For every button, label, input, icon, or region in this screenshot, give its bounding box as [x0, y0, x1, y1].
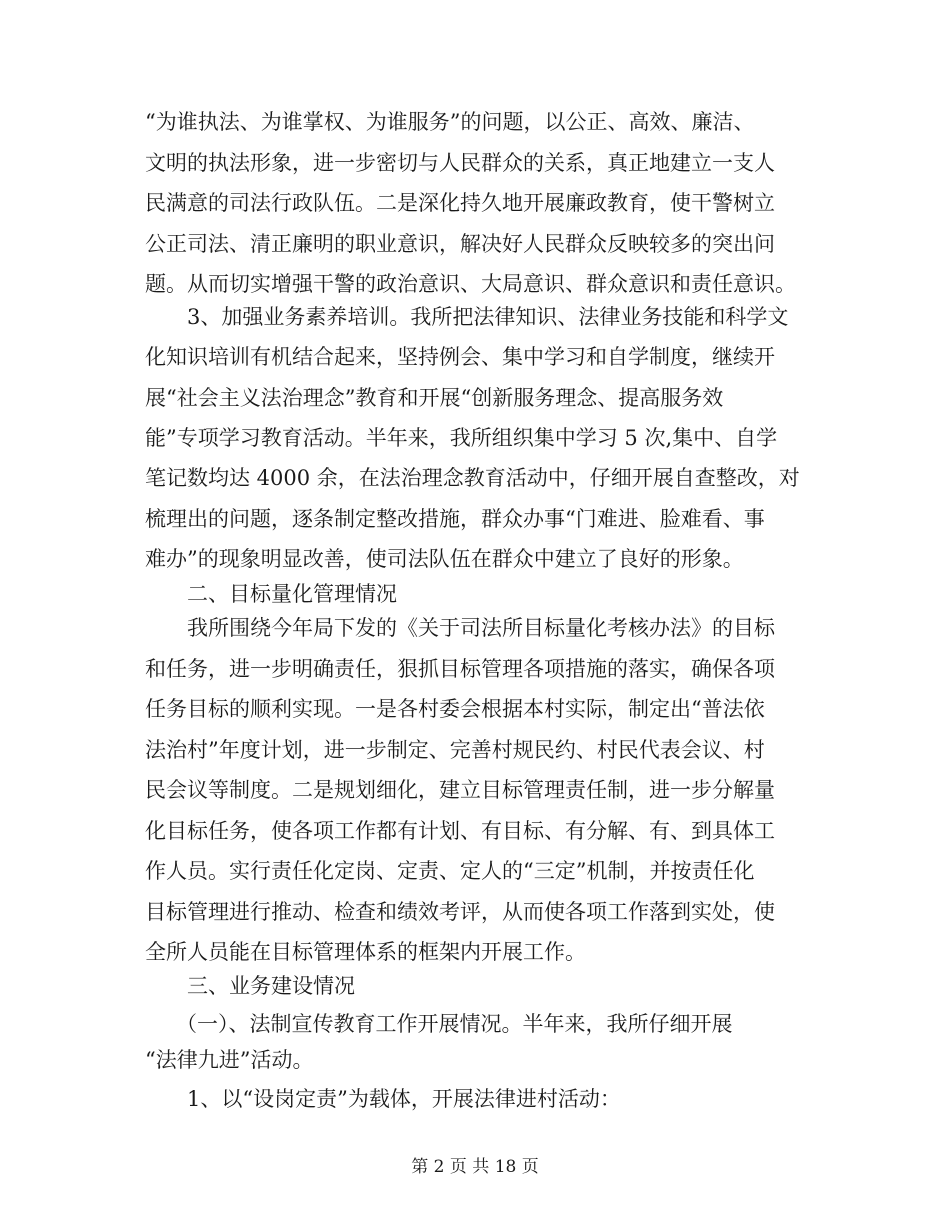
text-line: （一）、法制宣传教育工作开展情况。半年来，我所仔细开展: [176, 1012, 733, 1036]
text-line: 我所围绕今年局下发的《关于司法所目标量化考核办法》的目标: [187, 616, 775, 640]
text-line: 展“社会主义法治理念”教育和开展“创新服务理念、提高服务效: [145, 386, 724, 410]
text-line: 和任务，进一步明确责任，狠抓目标管理各项措施的落实，确保各项: [145, 657, 775, 681]
text-line: 目标管理进行推动、检查和绩效考评，从而使各项工作落到实处，使: [145, 900, 775, 924]
text-line: 笔记数均达 4000 余，在法治理念教育活动中，仔细开展自查整改，对: [145, 466, 800, 490]
text-line: 3、加强业务素养培训。我所把法律知识、法律业务技能和科学文: [187, 305, 789, 329]
text-line: “法律九进”活动。: [145, 1048, 314, 1072]
text-line: 任务目标的顺利实现。一是各村委会根据本村实际，制定出“普法依: [145, 697, 765, 721]
text-line: 作人员。实行责任化定岗、定责、定人的“三定”机制，并按责任化: [145, 859, 755, 883]
text-line: “为谁执法、为谁掌权、为谁服务”的问题，以公正、高效、廉洁、: [145, 110, 755, 134]
text-line: 题。从而切实增强干警的政治意识、大局意识、群众意识和责任意识。: [145, 272, 796, 296]
text-line: 难办”的现象明显改善，使司法队伍在群众中建立了良好的形象。: [145, 547, 744, 571]
text-line: 1、以“设岗定责”为载体，开展法律进村活动：: [187, 1087, 621, 1111]
text-line: 民满意的司法行政队伍。二是深化持久地开展廉政教育，使干警树立: [145, 191, 775, 215]
section-heading: 二、目标量化管理情况: [187, 582, 397, 606]
text-line: 化目标任务，使各项工作都有计划、有目标、有分解、有、到具体工: [145, 819, 775, 843]
section-heading: 三、业务建设情况: [187, 974, 355, 998]
page-number-footer: 第 2 页 共 18 页: [411, 1157, 539, 1177]
text-line: 民会议等制度。二是规划细化，建立目标管理责任制，进一步分解量: [145, 778, 775, 802]
text-line: 文明的执法形象，进一步密切与人民群众的关系，真正地建立一支人: [145, 151, 775, 175]
text-line: 全所人员能在目标管理体系的框架内开展工作。: [145, 940, 586, 964]
text-line: 公正司法、清正廉明的职业意识，解决好人民群众反映较多的突出问: [145, 232, 775, 256]
text-line: 化知识培训有机结合起来，坚持例会、集中学习和自学制度，继续开: [145, 345, 775, 369]
text-line: 能”专项学习教育活动。半年来，我所组织集中学习 5 次,集中、自学: [145, 426, 778, 450]
text-line: 法治村”年度计划，进一步制定、完善村规民约、村民代表会议、村: [145, 738, 765, 762]
text-line: 梳理出的问题，逐条制定整改措施，群众办事“门难进、脸难看、事: [145, 507, 765, 531]
